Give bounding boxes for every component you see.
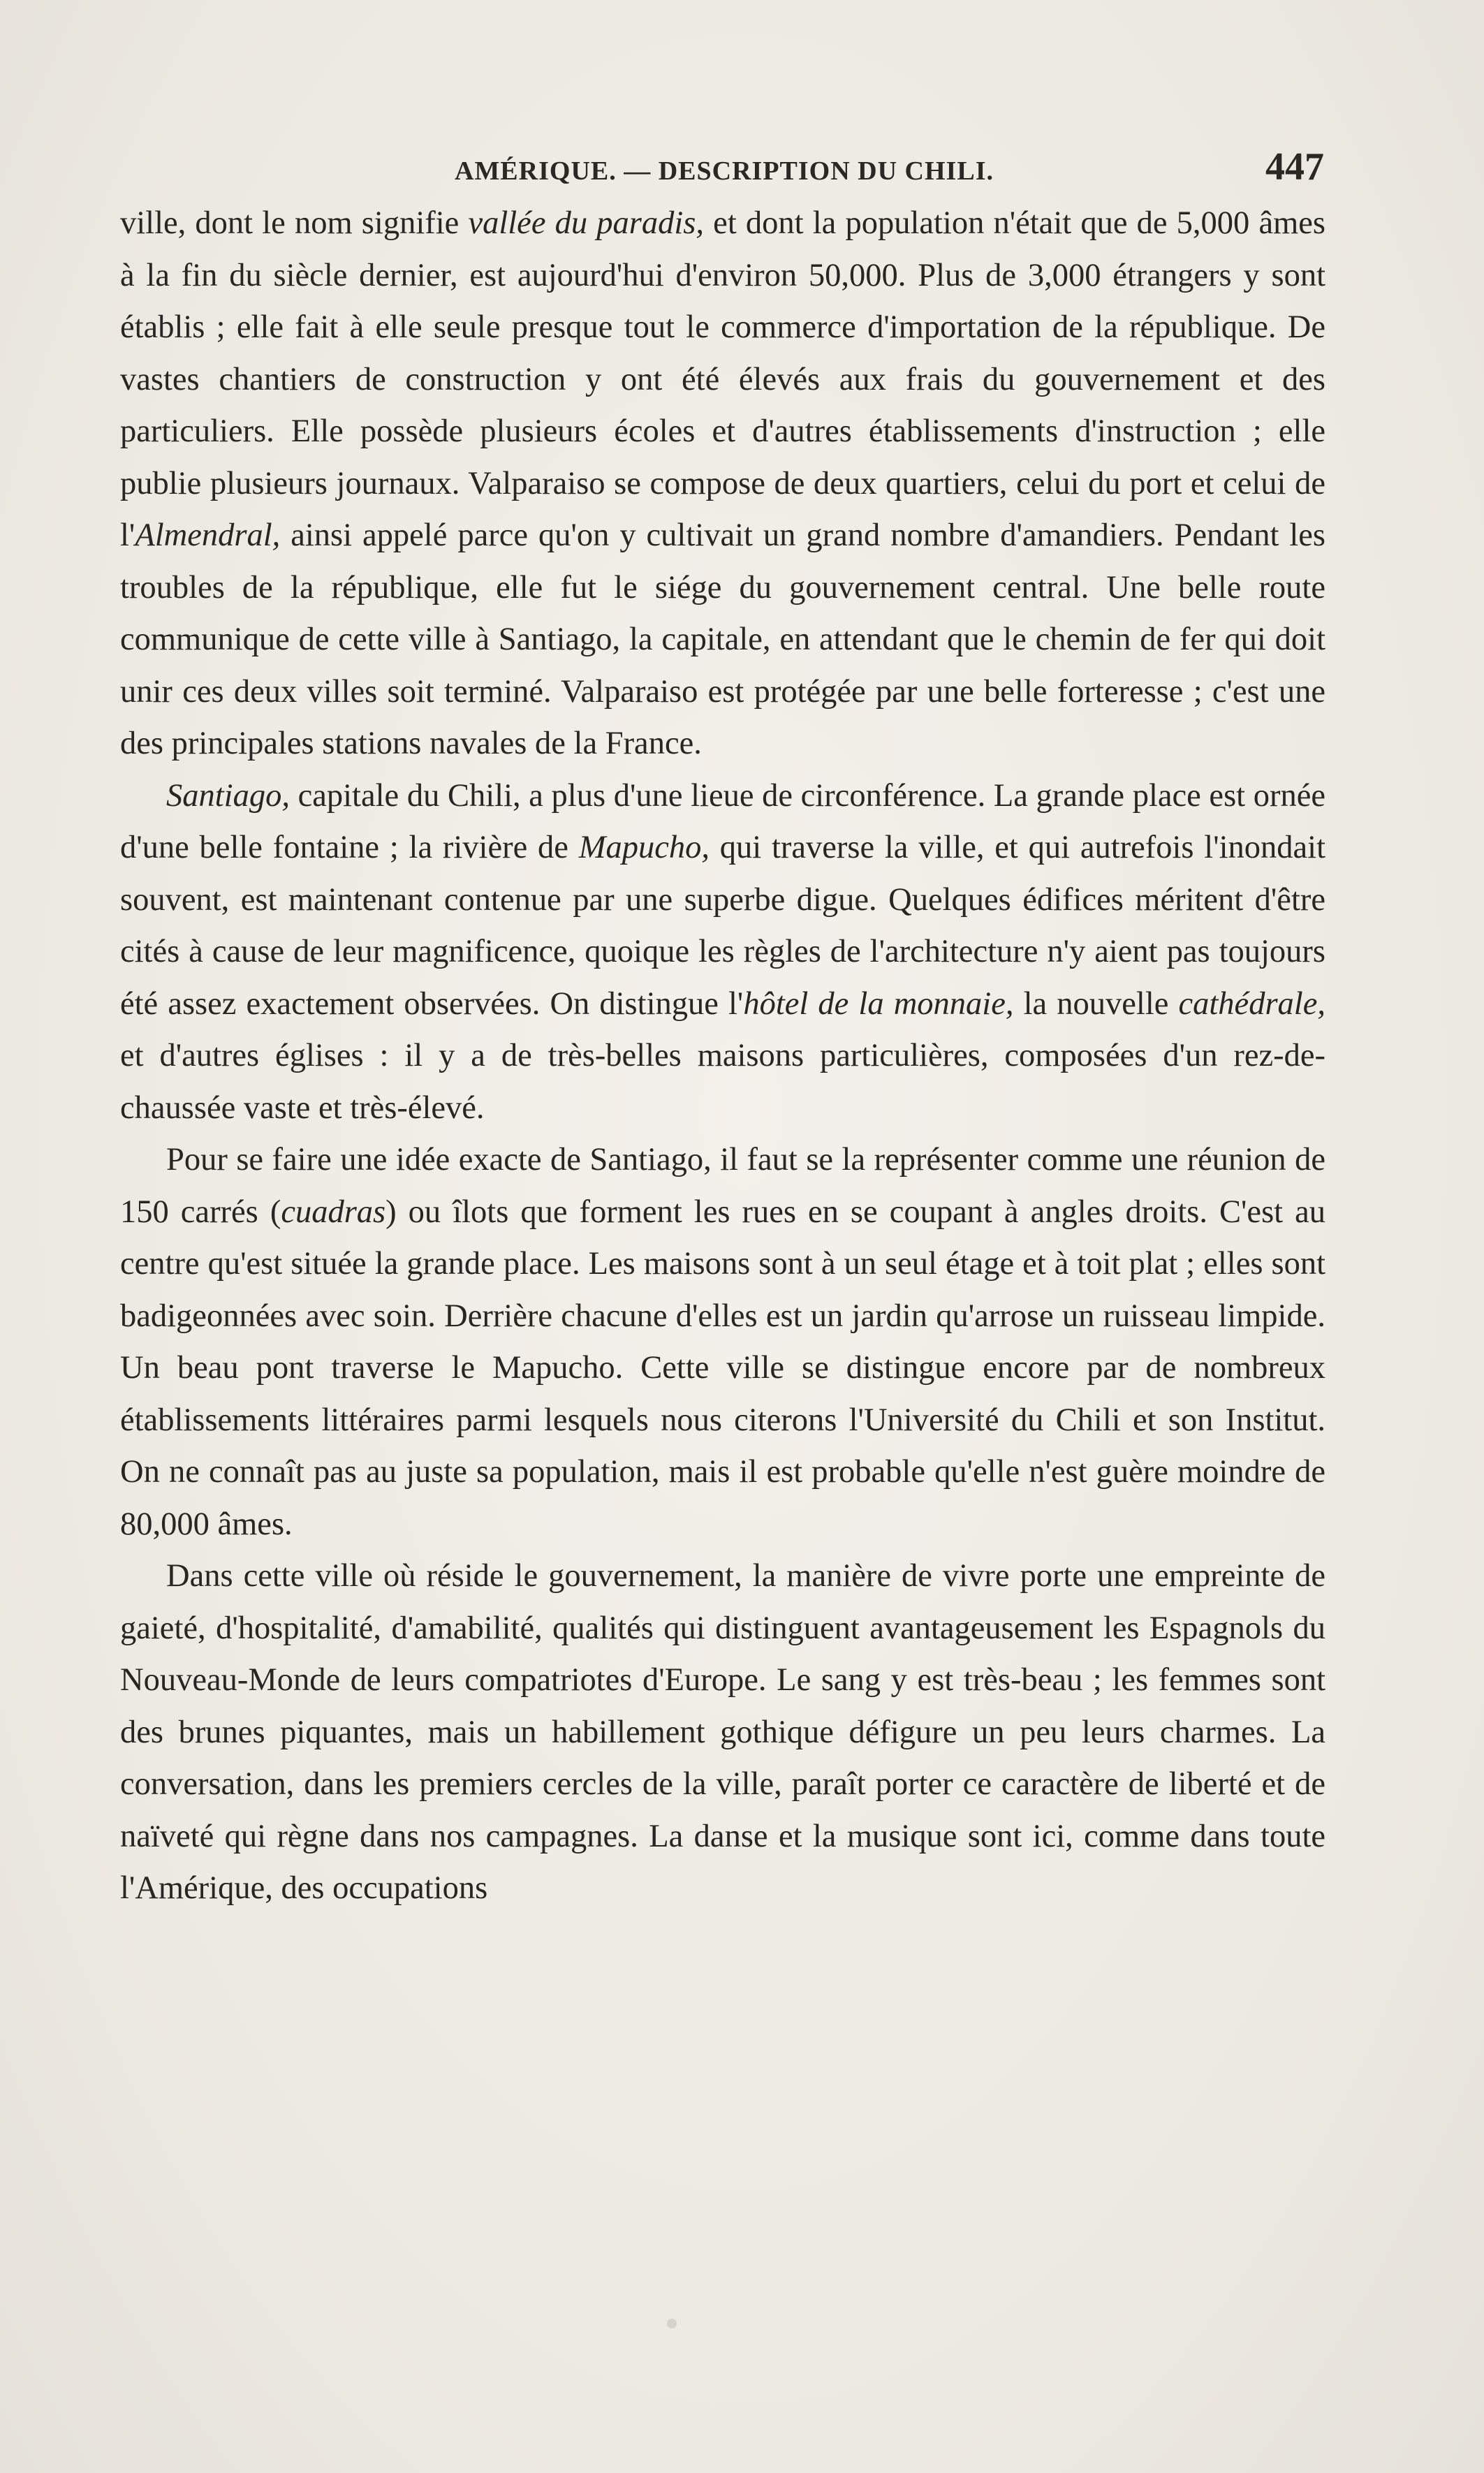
running-title: AMÉRIQUE. — DESCRIPTION DU CHILI. [455, 156, 994, 186]
italic-run: vallée du paradis, [468, 205, 705, 241]
italic-run: cathédrale, [1178, 985, 1325, 1022]
text-run: ainsi appelé parce qu'on y cultivait un grand nombre d'amandiers. Pendant les troubles de la république, elle fut le siége du gouvernement central. Une belle route communique de cette ville à Santiago, la capitale, en attendant que le chemin de fer qui doit unir ces deux villes soit terminé. Valparaiso est protégée par une belle forteresse ; c'est une des principales stations navales de la France. [120, 518, 1325, 761]
text-run: capitale du Chili, a plus d'une lieue de circonférence. La grande place est ornée d'une belle fontaine ; la rivière de [120, 777, 1325, 865]
text-run: Pour se faire une idée exacte de Santiago, il faut se la représenter comme une réunion de 150 carrés ( [120, 1142, 1325, 1230]
italic-run: cuadras [281, 1194, 386, 1230]
text-run: et d'autres églises : il y a de très-belles maisons particulières, composées d'un rez-de-chaussée vaste et très-élevé. [120, 1038, 1325, 1126]
text-run: ) ou îlots que forment les rues en se coupant à angles droits. C'est au centre qu'est située la grande place. Les maisons sont à un seul étage et à toit plat ; elles sont badigeonnées avec soin. Derrière chacune d'elles est un jardin qu'arrose un ruisseau limpide. Un beau pont traverse le Mapucho. Cette ville se distingue encore par de nombreux établissements littéraires parmi lesquels nous citerons l'Université du Chili et son Institut. On ne connaît pas au juste sa population, mais il est probable qu'elle n'est guère moindre de 80,000 âmes. [120, 1194, 1326, 1542]
text-run: la nouvelle [1013, 985, 1179, 1022]
text-run: qui traverse la ville, et qui autrefois l'inondait souvent, est maintenant contenue par une superbe digue. Quelques édifices méritent d'être cités à cause de leur magnificence, quoique les règles de l'architecture n'y aient pas toujours été assez exactement observées. On distingue l' [120, 830, 1325, 1022]
page-number: 447 [1265, 145, 1324, 189]
italic-run: Almendral, [135, 518, 281, 553]
paragraph [120, 770, 1325, 1135]
paragraph [120, 1134, 1325, 1550]
paragraph [120, 1550, 1325, 1915]
italic-run: Mapucho, [578, 830, 710, 865]
paragraph [120, 198, 1325, 770]
text-run: et dont la population n'était que de 5,000 âmes à la fin du siècle dernier, est aujourd'hui d'environ 50,000. Plus de 3,000 étrangers y sont établis ; elle fait à elle seule presque tout le commerce d'importation de la république. De vastes chantiers de construction y ont été élevés aux frais du gouvernement et des particuliers. Elle possède plusieurs écoles et d'autres établissements d'instruction ; elle publie plusieurs journaux. Valparaiso se compose de deux quartiers, celui du port et celui de l' [120, 205, 1325, 553]
paper-blemish [667, 2319, 677, 2328]
text-run: ville, dont le nom signifie [120, 205, 469, 241]
text-run: Dans cette ville où réside le gouvernement, la manière de vivre porte une empreinte de gaieté, d'hospitalité, d'amabilité, qualités qui distinguent avantageusement les Espagnols du Nouveau-Monde de leurs compatriotes d'Europe. Le sang y est très-beau ; les femmes sont des brunes piquantes, mais un habillement gothique défigure un peu leurs charmes. La conversation, dans les premiers cercles de la ville, paraît porter ce caractère de liberté et de naïveté qui règne dans nos campagnes. La danse et la musique sont ici, comme dans toute l'Amérique, des occupations [120, 1558, 1325, 1906]
page-header [124, 143, 1324, 192]
italic-run: hôtel de la monnaie, [743, 985, 1014, 1022]
body-text [120, 198, 1325, 1915]
italic-run: Santiago, [166, 777, 290, 814]
